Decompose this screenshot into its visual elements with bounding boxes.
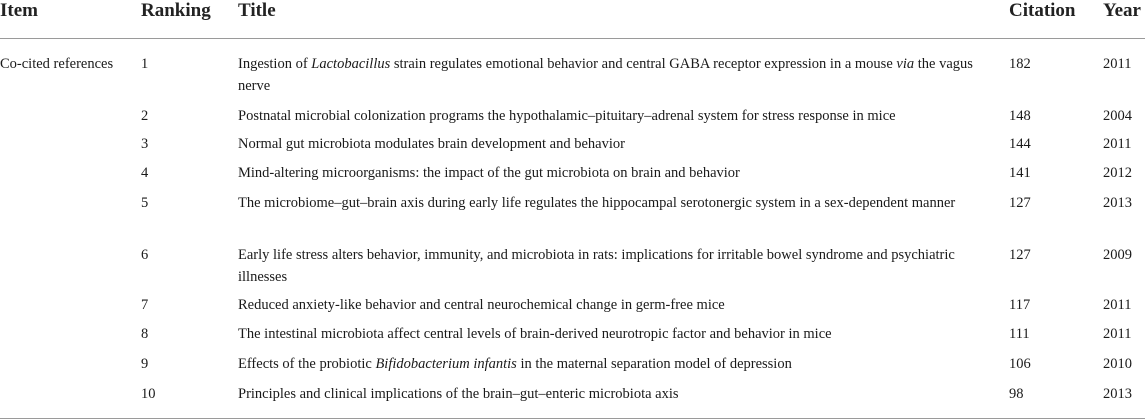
title-italic-segment: via [896, 56, 915, 72]
title-segment: Early life stress alters behavior, immunity, and microbiota in rats: implications for irritable bowel syndrome and psychiatric illnesses [238, 247, 955, 285]
ranking-cell: 10 [141, 386, 156, 402]
citation-cell: 117 [1009, 297, 1031, 313]
title-cell [238, 53, 998, 97]
title-segment: Postnatal microbial colonization programs the hypothalamic–pituitary–adrenal system for stress response in mice [238, 108, 896, 124]
year-cell: 2013 [1103, 386, 1132, 402]
ranking-cell: 9 [141, 356, 149, 372]
title-segment: in the maternal separation model of depression [516, 356, 792, 372]
ranking-cell: 7 [141, 297, 149, 313]
citation-cell: 106 [1009, 356, 1031, 372]
year-cell: 2012 [1103, 165, 1132, 181]
title-segment: Normal gut microbiota modulates brain development and behavior [238, 136, 625, 152]
title-segment: The microbiome–gut–brain axis during early life regulates the hippocampal serotonergic system in a sex-dependent manner [238, 195, 956, 211]
title-segment: strain regulates emotional behavior and central GABA receptor expression in a mouse [390, 56, 897, 72]
title-segment: Principles and clinical implications of the brain–gut–enteric microbiota axis [238, 386, 679, 402]
year-cell: 2011 [1103, 326, 1132, 342]
ranking-cell: 6 [141, 247, 149, 263]
ranking-cell: 8 [141, 326, 149, 342]
citation-cell: 127 [1009, 247, 1031, 263]
title-italic-segment: Lactobacillus [311, 56, 391, 72]
title-segment: Effects of the probiotic [238, 356, 376, 372]
title-segment: the vagus nerve [238, 56, 973, 94]
title-italic-segment: Bifidobacterium infantis [375, 356, 517, 372]
citation-cell: 144 [1009, 136, 1031, 152]
citation-cell: 141 [1009, 165, 1031, 181]
citation-cell: 111 [1009, 326, 1030, 342]
header-title: Title [238, 0, 276, 21]
ranking-cell: 5 [141, 195, 149, 211]
year-cell: 2011 [1103, 297, 1132, 313]
citation-cell: 182 [1009, 56, 1031, 72]
header-rule [0, 38, 1145, 39]
header-ranking: Ranking [141, 0, 211, 21]
title-cell [238, 105, 998, 127]
ranking-cell: 4 [141, 165, 149, 181]
ranking-cell: 3 [141, 136, 149, 152]
title-cell [238, 244, 998, 288]
header-year: Year [1103, 0, 1141, 21]
header-item: Item [0, 0, 38, 21]
title-cell [238, 294, 998, 316]
ranking-cell: 2 [141, 108, 149, 124]
title-segment: Mind-altering microorganisms: the impact of the gut microbiota on brain and behavior [238, 165, 740, 181]
year-cell: 2013 [1103, 195, 1132, 211]
title-cell [238, 192, 998, 214]
title-segment: The intestinal microbiota affect central levels of brain-derived neurotropic factor and behavior in mice [238, 326, 832, 342]
header-citation: Citation [1009, 0, 1076, 21]
year-cell: 2011 [1103, 56, 1132, 72]
item-label: Co-cited references [0, 56, 114, 72]
citation-cell: 127 [1009, 195, 1031, 211]
year-cell: 2010 [1103, 356, 1132, 372]
citation-cell: 148 [1009, 108, 1031, 124]
title-segment: Reduced anxiety-like behavior and central neurochemical change in germ-free mice [238, 297, 725, 313]
footer-rule [0, 418, 1145, 419]
citation-cell: 98 [1009, 386, 1024, 402]
title-cell [238, 353, 998, 375]
title-cell [238, 383, 998, 405]
title-segment: Ingestion of [238, 56, 312, 72]
year-cell: 2004 [1103, 108, 1132, 124]
year-cell: 2011 [1103, 136, 1132, 152]
year-cell: 2009 [1103, 247, 1132, 263]
title-cell [238, 323, 998, 345]
title-cell [238, 133, 998, 155]
title-cell [238, 162, 998, 184]
ranking-cell: 1 [141, 56, 149, 72]
